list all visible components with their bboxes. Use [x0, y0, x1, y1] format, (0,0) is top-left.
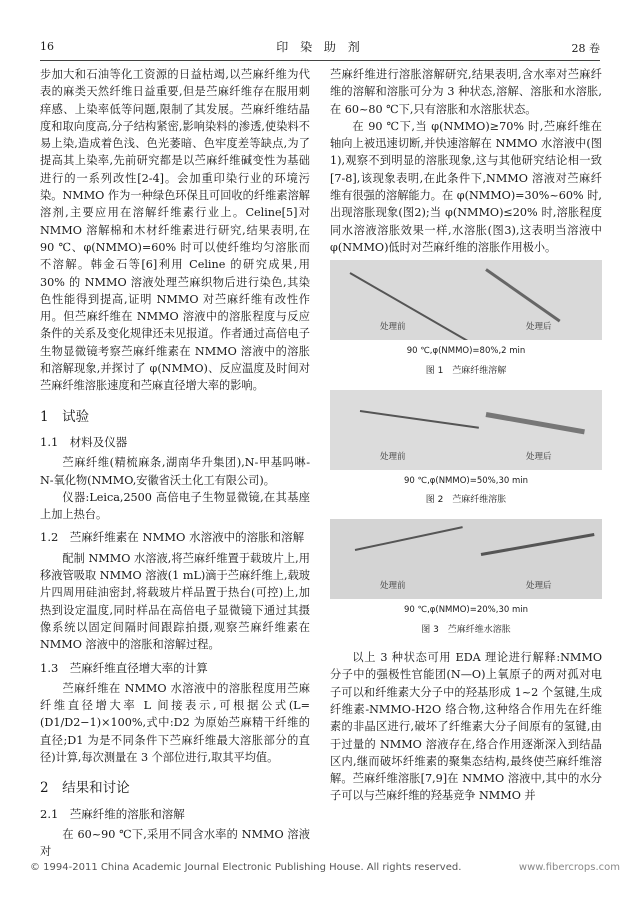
figure-2-before-panel — [330, 390, 466, 470]
figure-3-caption: 图 3 苎麻纤维水溶胀 — [421, 624, 511, 635]
section-1-1-heading: 1.1 材料及仪器 — [40, 434, 128, 449]
figure-2 — [330, 390, 602, 510]
copyright-notice: © 1994-2011 China Academic Journal Electronic Publishing House. All rights reserved. — [30, 862, 462, 873]
materials-paragraph: 苎麻纤维(精梳麻条,湖南华升集团),N-甲基吗啉-N-氧化物(NMMO,安徽省沃土化工有限公司)。 — [40, 456, 310, 487]
figure-2-condition: 90 ℃,φ(NMMO)=50%,30 min — [404, 475, 528, 486]
figure-2-micrograph — [330, 390, 602, 470]
figure-3 — [330, 519, 602, 639]
figure-1 — [330, 260, 602, 380]
method-paragraph: 配制 NMMO 水溶液,将苎麻纤维置于载玻片上,用移液管吸取 NMMO 溶液(1 mL)滴于苎麻纤维上,载玻片四周用硅油密封,将载玻片样品置于热台(可控)上,加热到设定温度,同时样品在高倍电子显微镜下通过其摄像系统以固定间隔时间跟踪拍摄,观察苎麻纤维素在 NMMO 溶液中的溶胀和溶解过程。 — [40, 551, 310, 652]
section-2-heading: 2 结果和讨论 — [40, 780, 130, 797]
figure-2-after-panel — [466, 390, 602, 470]
instruments-paragraph: 仪器:Leica,2500 高倍电子生物显微镜,在其基座上加上热台。 — [40, 490, 310, 522]
calculation-paragraph: 苎麻纤维在 NMMO 水溶液中的溶胀程度用苎麻纤维直径增大率 L 间接表示,可根据公式(L=(D1/D2−1)×100%,式中:D2 为原始苎麻精干纤维的直径;D1 为是不同条件下苎麻纤维最大溶胀部分的直径)计算,每次测量在 3 个部位进行,取其平均值。 — [40, 681, 310, 764]
section-1-3-heading: 1.3 苎麻纤维直径增大率的计算 — [40, 660, 208, 675]
figure-2-after-label: 处理后 — [526, 451, 552, 462]
figure-1-after-label: 处理后 — [526, 321, 552, 332]
section-1-heading: 1 试验 — [40, 408, 90, 425]
figure-3-after-panel — [466, 519, 602, 599]
left-column — [40, 66, 310, 860]
page-header — [40, 38, 600, 58]
section-2-1-heading: 2.1 苎麻纤维的溶胀和溶解 — [40, 806, 185, 821]
figure-3-condition: 90 ℃,φ(NMMO)=20%,30 min — [404, 605, 528, 616]
figure-2-before-label: 处理前 — [380, 451, 406, 462]
figure-1-caption: 图 1 苎麻纤维溶解 — [425, 365, 507, 376]
results-paragraph-start: 在 60~90 ℃下,采用不同含水率的 NMMO 溶液对 — [40, 827, 310, 859]
right-column — [330, 66, 602, 805]
section-1-2-heading: 1.2 苎麻纤维素在 NMMO 水溶液中的溶胀和溶解 — [40, 530, 305, 545]
figure-3-after-label: 处理后 — [526, 581, 552, 592]
volume-label: 28 卷 — [571, 42, 600, 55]
results-paragraph-cont: 苎麻纤维进行溶胀溶解研究,结果表明,含水率对苎麻纤维的溶解和溶胀可分为 3 种状态,溶解、溶胀和水溶胀,在 60~80 ℃下,只有溶胀和水溶胀状态。 — [330, 68, 602, 116]
figure-1-before-panel — [330, 260, 466, 340]
figure-3-before-panel — [330, 519, 466, 599]
figure-1-condition: 90 ℃,φ(NMMO)=80%,2 min — [406, 346, 526, 357]
figure-2-caption: 图 2 苎麻纤维溶胀 — [425, 495, 507, 506]
page-footer — [30, 862, 620, 873]
figure-3-micrograph — [330, 519, 602, 599]
figure-3-before-label: 处理前 — [380, 581, 406, 592]
watermark-text: www.fibercrops.com — [518, 862, 620, 873]
intro-paragraph: 步加大和石油等化工资源的日益枯竭,以苎麻纤维为代表的麻类天然纤维日益重要,但是苎麻纤维存在服用刺痒感、上染率低等问题,限制了其发展。苎麻纤维结晶度和取向度高,分子结构紧密,影响染料的渗透,使染料不易上染,造成着色浅、色光萎暗、色牢度差等缺点,为了提高其上染率,先前研究都是以苎麻纤维碱变性为基础进行的一系列改性[2-4]。会加重印染行业的环境污染。NMMO 作为一种绿色环保且可回收的纤维素溶解溶剂,主要应用在溶解纤维素行业上。Celine[5]对 NMMO 溶解棉和木材纤维素进行研究,结果表明,在 90 ℃、φ(NMMO)=60% 时可以使纤维均匀溶胀而不溶解。韩金石等[6]利用 Celine 的研究成果,用 30% 的 NMMO 溶液处理苎麻织物后进行染色,其染色性能得到提高,证明 NMMO 对苎麻纤维有改性作用。但苎麻纤维在 NMMO 溶液中的溶胀程度与反应条件的关系及变化规律还未见报道。作者通过高倍电子生物显微镜考察苎麻纤维素在 NMMO 溶液中的溶胀和溶解现象,并探讨了 φ(NMMO)、反应温度及时间对苎麻纤维溶胀速度和苎麻直径增大率的影响。 — [40, 68, 310, 393]
figure-1-micrograph — [330, 260, 602, 340]
page-number: 16 — [40, 40, 54, 53]
figure-1-after-panel — [466, 260, 602, 340]
figure-1-before-label: 处理前 — [380, 321, 406, 332]
header-rule — [40, 60, 600, 61]
eda-paragraph: 以上 3 种状态可用 EDA 理论进行解释:NMMO 分子中的强极性官能团(N—O)上氧原子的两对孤对电子可以和纤维素大分子中的羟基形成 1~2 个氢键,生成纤维素-NMMO-H2O 络合物,这种络合作用先在纤维素的非晶区进行,破坏了纤维素大分子间原有的氢键,由于过量的 NMMO 溶液存在,络合作用逐渐深入到结晶区内,继而破坏纤维素的聚集态结构,最终使苎麻纤维溶解。苎麻纤维溶胀[7,9]在 NMMO 溶液中,其中的水分子可以与苎麻纤维的羟基竞争 NMMO 并 — [330, 651, 602, 803]
journal-title: 印 染 助 剂 — [276, 40, 364, 54]
dissolution-paragraph: 在 90 ℃下,当 φ(NMMO)≥70% 时,苎麻纤维在轴向上被迅速切断,并快速溶解在 NMMO 水溶液中(图1),观察不到明显的溶胀现象,这与其他研究结论相一致[7-8],该现象表明,在此条件下,NMMO 溶液对苎麻纤维有很强的溶解能力。在 φ(NMMO)=30%~60% 时,出现溶胀现象(图2);当 φ(NMMO)≤20% 时,溶胀程度同水溶液溶胀效果一样,水溶胀(图3),这表明当溶液中 φ(NMMO)低时对苎麻纤维的溶胀作用极小。 — [330, 119, 602, 254]
